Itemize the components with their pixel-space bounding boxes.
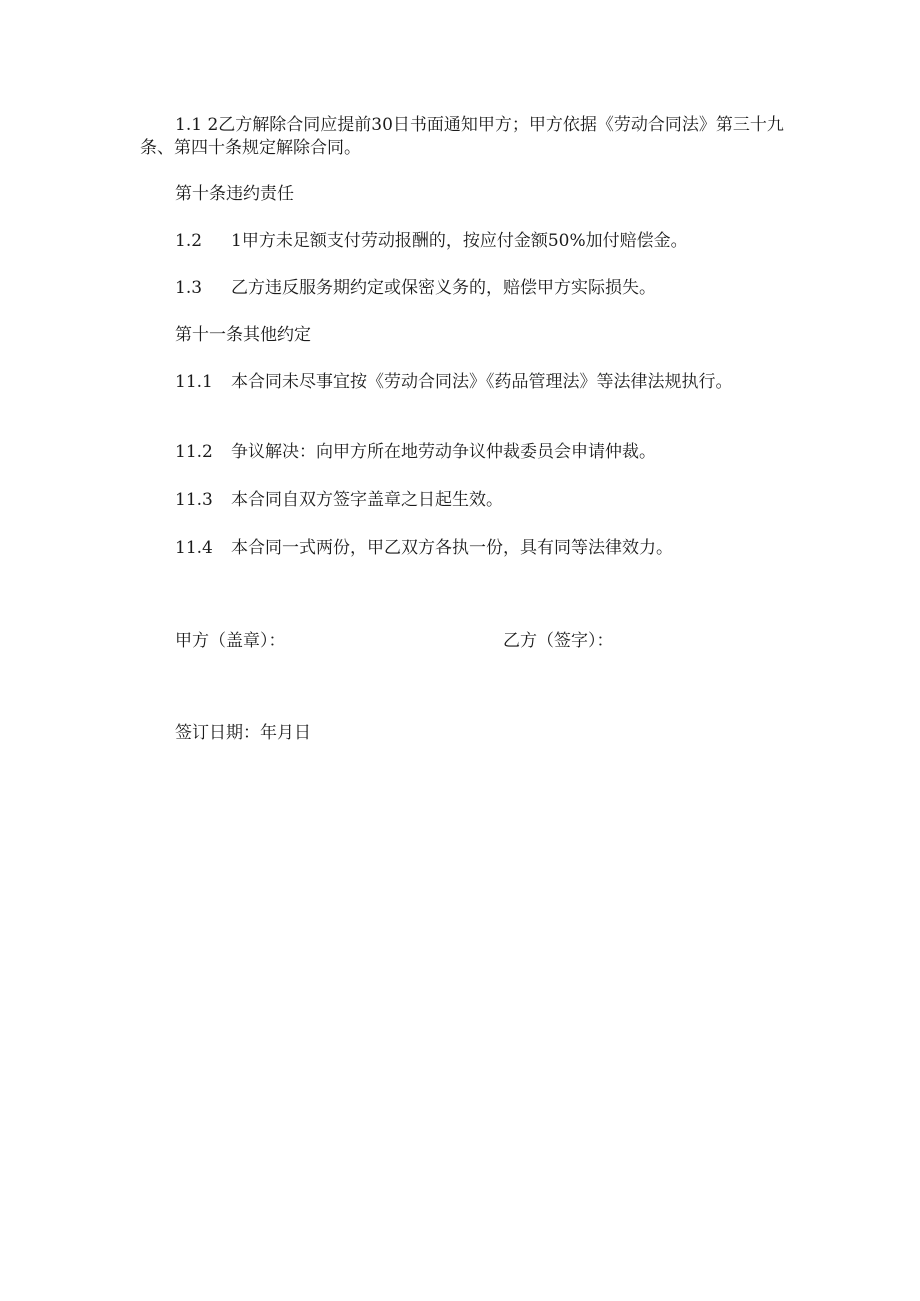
clause-1-1-2 bbox=[140, 114, 785, 160]
clause-number: 11.1 bbox=[175, 372, 213, 392]
clause-text: 乙方违反服务期约定或保密义务的，赔偿甲方实际损失。 bbox=[231, 278, 656, 298]
clause-11-4 bbox=[140, 537, 790, 560]
clause-text: 本合同未尽事宜按《劳动合同法》《药品管理法》等法律法规执行。 bbox=[231, 372, 733, 392]
clause-number: 11.2 bbox=[175, 442, 213, 462]
clause-11-1 bbox=[140, 371, 760, 394]
party-a-signature-label: 甲方（盖章）： bbox=[175, 631, 286, 651]
clause-number: 1.2 bbox=[175, 231, 203, 251]
article-11-title: 第十一条其他约定 bbox=[175, 325, 311, 345]
clause-number: 1.3 bbox=[175, 278, 203, 298]
clause-1-2 bbox=[140, 230, 790, 253]
clause-text: 争议解决：向甲方所在地劳动争议仲裁委员会申请仲裁。 bbox=[231, 442, 656, 462]
clause-11-2 bbox=[140, 441, 790, 464]
clause-text: 乙方解除合同应提前30日书面通知甲方；甲方依据《劳动合同法》第三十九条、第四十条规定解除合同。 bbox=[140, 115, 784, 158]
signing-date-label: 签订日期：年月日 bbox=[175, 723, 311, 743]
article-10-title: 第十条违约责任 bbox=[175, 184, 294, 204]
clause-number: 11.3 bbox=[175, 490, 213, 510]
clause-number: 11.4 bbox=[175, 538, 213, 558]
clause-text: 本合同自双方签字盖章之日起生效。 bbox=[231, 490, 503, 510]
clause-text: 本合同一式两份，甲乙双方各执一份，具有同等法律效力。 bbox=[231, 538, 673, 558]
clause-number: 1.1 2 bbox=[175, 115, 219, 135]
clause-11-3 bbox=[140, 489, 790, 512]
party-b-signature-label: 乙方（签字）： bbox=[503, 631, 614, 651]
clause-text: 1甲方未足额支付劳动报酬的，按应付金额50%加付赔偿金。 bbox=[231, 231, 688, 251]
clause-1-3 bbox=[140, 277, 790, 300]
